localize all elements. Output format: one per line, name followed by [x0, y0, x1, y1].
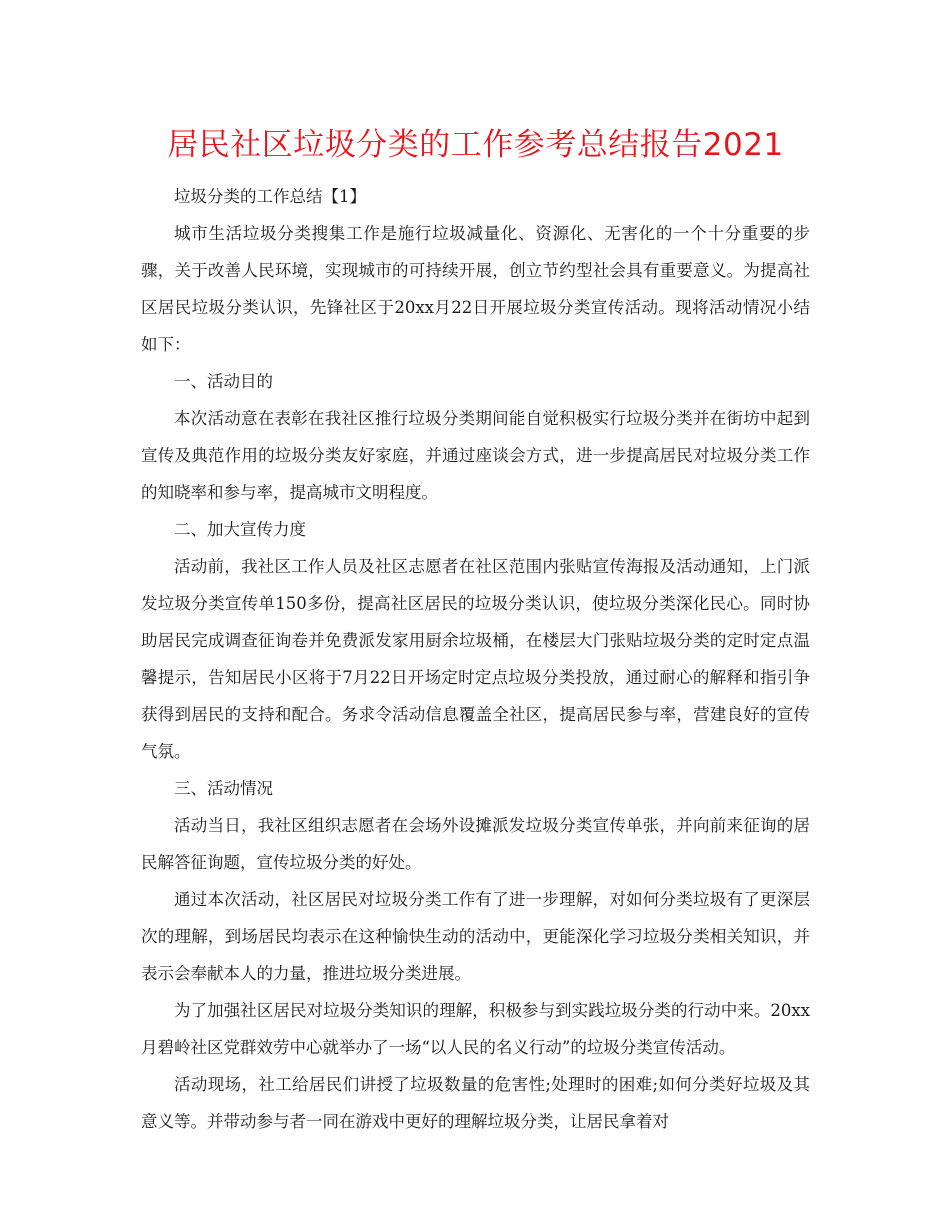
- body-paragraph: 本次活动意在表彰在我社区推行垃圾分类期间能自觉积极实行垃圾分类并在街坊中起到宣传及典范作用的垃圾分类友好家庭，并通过座谈会方式，进一步提高居民对垃圾分类工作的知晓率和参与率，提高城市文明程度。: [141, 409, 810, 502]
- document-page: [141, 122, 810, 1140]
- body-paragraph: 活动现场，社工给居民们讲授了垃圾数量的危害性;处理时的困难;如何分类好垃圾及其意义等。并带动参与者一同在游戏中更好的理解垃圾分类，让居民拿着对: [141, 1075, 810, 1131]
- body-paragraph: 为了加强社区居民对垃圾分类知识的理解，积极参与到实践垃圾分类的行动中来。20xx月碧岭社区党群效劳中心就举办了一场“以人民的名义行动”的垃圾分类宣传活动。: [141, 1001, 810, 1057]
- body-paragraph: 城市生活垃圾分类搜集工作是施行垃圾减量化、资源化、无害化的一个十分重要的步骤，关于改善人民环境，实现城市的可持续开展，创立节约型社会具有重要意义。为提高社区居民垃圾分类认识，先锋社区于20xx月22日开展垃圾分类宣传活动。现将活动情况小结如下：: [141, 224, 810, 354]
- body-paragraph: 活动前，我社区工作人员及社区志愿者在社区范围内张贴宣传海报及活动通知，上门派发垃圾分类宣传单150多份，提高社区居民的垃圾分类认识，使垃圾分类深化民心。同时协助居民完成调查征询卷并免费派发家用厨余垃圾桶，在楼层大门张贴垃圾分类的定时定点温馨提示，告知居民小区将于7月22日开场定时定点垃圾分类投放，通过耐心的解释和指引争获得到居民的支持和配合。务求令活动信息覆盖全社区，提高居民参与率，营建良好的宣传气氛。: [141, 557, 810, 761]
- section-heading-activity: 三、活动情况: [174, 779, 273, 798]
- body-paragraph: 活动当日，我社区组织志愿者在会场外设摊派发垃圾分类宣传单张，并向前来征询的居民解答征询题，宣传垃圾分类的好处。: [141, 816, 810, 872]
- section-heading-purpose: 一、活动目的: [174, 372, 273, 391]
- body-paragraph: 通过本次活动，社区居民对垃圾分类工作有了进一步理解，对如何分类垃圾有了更深层次的理解，到场居民均表示在这种愉快生动的活动中，更能深化学习垃圾分类相关知识，并表示会奉献本人的力量，推进垃圾分类进展。: [141, 890, 810, 983]
- section-heading-summary: 垃圾分类的工作总结【1】: [174, 187, 366, 206]
- section-heading-publicity: 二、加大宣传力度: [174, 520, 306, 539]
- document-title: 居民社区垃圾分类的工作参考总结报告2021: [167, 127, 784, 163]
